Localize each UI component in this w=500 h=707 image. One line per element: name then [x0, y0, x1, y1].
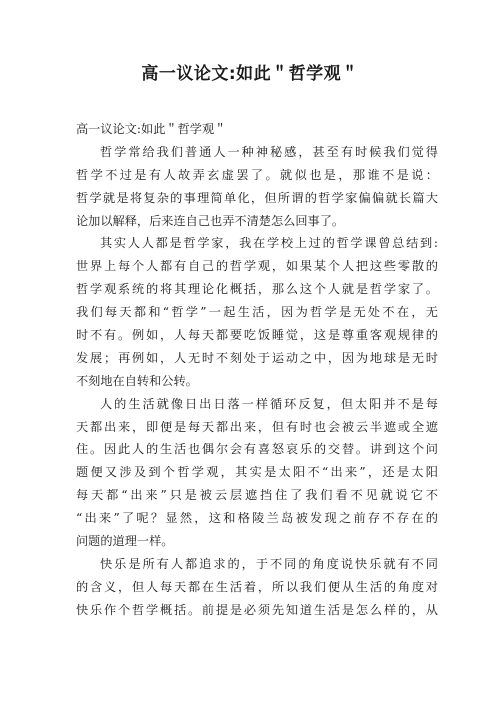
paragraph	[76, 553, 438, 622]
text-line: 不刻地在自转和公转。	[76, 373, 198, 388]
text-line: 题便又涉及到个哲学观，其实是太阳不“出来”，还是太阳	[76, 465, 438, 480]
text-line: 快乐是所有人都追求的，于不同的角度说快乐就有不同	[100, 556, 438, 571]
text-line: 问题的道理一样。	[76, 534, 174, 549]
text-line: “出来”了呢？显然，这和格陵兰岛被发现之前存不存在的	[76, 511, 438, 526]
text-line: 世界上每个人都有自己的哲学观，如果某个人把这些零散的	[76, 259, 438, 274]
document-subtitle: 高一议论文:如此＂哲学观＂	[76, 122, 227, 136]
text-line: 我们每天都和“哲学”一起生活，因为哲学是无处不在，无	[76, 305, 438, 320]
paragraph	[76, 393, 438, 553]
document-title: 高一议论文:如此＂哲学观＂	[141, 64, 359, 84]
text-line: 其实人人都是哲学家，我在学校上过的哲学课曾总结到:	[100, 236, 438, 251]
text-line: 哲学不过是有人故弄玄虚罢了。就似也是，那谁不是说：	[76, 167, 438, 182]
text-line: 天都出来，即便是每天都出来，但有时也会被云半遮或全遮	[76, 419, 438, 434]
paragraph	[76, 141, 438, 233]
text-line: 论加以解释，后来连自己也弄不清楚怎么回事了。	[76, 213, 345, 228]
text-line: 发展；再例如，人无时不刻处于运动之中，因为地球是无时	[76, 350, 438, 365]
text-line: 哲学就是将复杂的事理简单化，但所谓的哲学家偏偏就长篇大	[76, 190, 438, 205]
text-line: 人的生活就像日出日落一样循环反复，但太阳并不是每	[100, 396, 438, 411]
text-line: 每天都“出来”只是被云层遮挡住了我们看不见就说它不	[76, 488, 438, 503]
text-line: 哲学观系统的将其理论化概括，那么这个人就是哲学家了。	[76, 282, 438, 297]
text-line: 哲学常给我们普通人一种神秘感，甚至有时候我们觉得	[100, 144, 438, 159]
document-body	[76, 118, 438, 622]
text-line: 时不有。例如，人每天都要吃饭睡觉，这是尊重客观规律的	[76, 328, 438, 343]
text-line: 住。因此人的生活也偶尔会有喜怒哀乐的交替。讲到这个问	[76, 442, 438, 457]
text-line: 快乐作个哲学概括。前提是必须先知道生活是怎么样的，从	[76, 602, 438, 617]
text-line: 的含义，但人每天都在生活着，所以我们便从生活的角度对	[76, 579, 438, 594]
paragraph	[76, 232, 438, 392]
